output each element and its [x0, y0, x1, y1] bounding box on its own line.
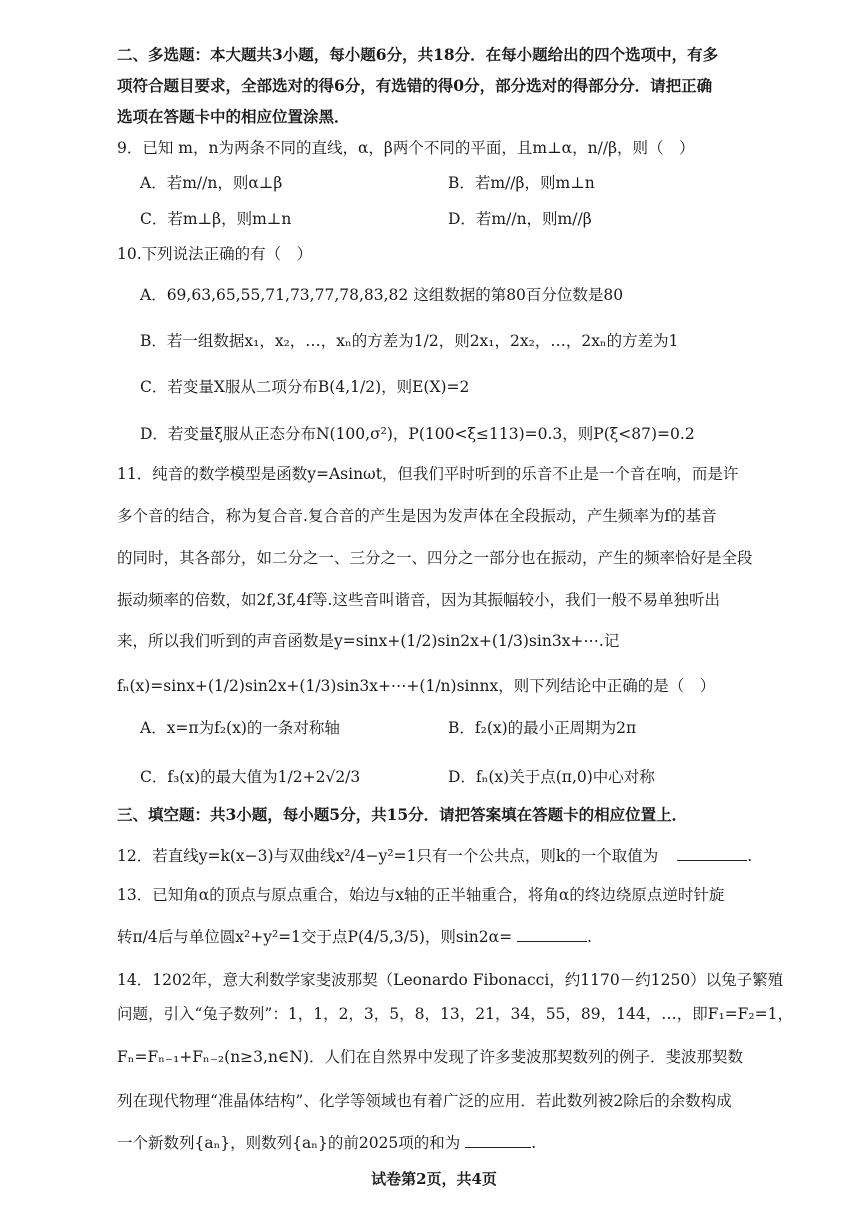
q9-option-b: B．若m//β，则m⊥n	[448, 174, 595, 192]
q14-answer-blank[interactable]	[465, 1131, 531, 1148]
q14-line1: 14．1202年，意大利数学家斐波那契（Leonardo Fibonacci，约1170－约1250）以兔子繁殖	[117, 971, 784, 989]
q9-stem: 9．已知 m，n为两条不同的直线，α，β两个不同的平面，且m⊥α，n//β，则（ ）	[117, 139, 695, 157]
q12-answer-blank[interactable]	[677, 844, 747, 861]
q14-period: .	[531, 1134, 537, 1152]
q13-line1: 13．已知角α的顶点与原点重合，始边与x轴的正半轴重合，将角α的终边绕原点逆时针旋	[117, 886, 725, 904]
q11-option-b: B．f₂(x)的最小正周期为2π	[448, 719, 637, 737]
q10-option-d: D．若变量ξ服从正态分布N(100,σ²)，P(100<ξ≤113)=0.3，则P(ξ<87)=0.2	[140, 425, 695, 443]
section2-header-line1: 二、多选题：本大题共3小题，每小题6分，共18分．在每小题给出的四个选项中，有多	[117, 45, 719, 64]
q14-question: 一个新数列{aₙ}，则数列{aₙ}的前2025项的和为	[117, 1134, 461, 1152]
q11-line3: 的同时，其各部分，如二分之一、三分之一、四分之一部分也在振动，产生的频率恰好是全段	[117, 549, 753, 567]
q10-stem: 10.下列说法正确的有（ ）	[117, 245, 313, 263]
section2-header-line2: 项符合题目要求，全部选对的得6分，有选错的得0分，部分选对的得部分分．请把正确	[117, 76, 713, 95]
section2-header-line3: 选项在答题卡中的相应位置涂黑．	[117, 107, 350, 126]
q11-option-c: C．f₃(x)的最大值为1/2+2√2/3	[140, 768, 361, 786]
q11-line1: 11．纯音的数学模型是函数y=Asinωt，但我们平时听到的乐音不止是一个音在响，而是许	[117, 465, 739, 483]
q11-option-a: A．x=π为f₂(x)的一条对称轴	[140, 719, 340, 737]
q10-option-a: A．69,63,65,55,71,73,77,78,83,82 这组数据的第80百分位数是80	[140, 286, 624, 304]
page-footer: 试卷第2页，共4页	[371, 1170, 497, 1188]
q10-option-c: C．若变量X服从二项分布B(4,1/2)，则E(X)=2	[140, 378, 470, 396]
q12-question: 12．若直线y=k(x−3)与双曲线x²/4−y²=1只有一个公共点，则k的一个取值为	[117, 847, 659, 865]
q12-text	[117, 844, 752, 867]
q10-option-b: B．若一组数据x₁，x₂，…，xₙ的方差为1/2，则2x₁，2x₂，…，2xₙ的方差为1	[140, 332, 679, 350]
q12-period: .	[747, 847, 753, 865]
q13-question: 转π/4后与单位圆x²+y²=1交于点P(4/5,3/5)，则sin2α=	[117, 928, 513, 946]
q14-line4: 列在现代物理“准晶体结构”、化学等领域也有着广泛的应用．若此数列被2除后的余数构成	[117, 1092, 732, 1110]
q9-option-c: C．若m⊥β，则m⊥n	[140, 210, 292, 228]
q11-option-d: D．fₙ(x)关于点(π,0)中心对称	[448, 768, 655, 786]
q11-line5: 来，所以我们听到的声音函数是y=sinx+(1/2)sin2x+(1/3)sin3x+⋯.记	[117, 632, 620, 650]
q11-line2: 多个音的结合，称为复合音.复合音的产生是因为发声体在全段振动，产生频率为f的基音	[117, 507, 717, 525]
q14-line5	[117, 1131, 536, 1154]
q13-answer-blank[interactable]	[517, 925, 587, 942]
q9-option-d: D．若m//n，则m//β	[448, 210, 592, 228]
section3-header: 三、填空题：共3小题，每小题5分，共15分．请把答案填在答题卡的相应位置上．	[117, 805, 688, 824]
q14-line2: 问题，引入“兔子数列”：1，1，2，3，5，8，13，21，34，55，89，144，…，即F₁=F₂=1，	[117, 1005, 793, 1023]
q9-option-a: A．若m//n，则α⊥β	[140, 174, 283, 192]
q11-line4: 振动频率的倍数，如2f,3f,4f等.这些音叫谐音，因为其振幅较小，我们一般不易单独听出	[117, 591, 720, 609]
q13-period: .	[587, 928, 592, 946]
q11-line6: fₙ(x)=sinx+(1/2)sin2x+(1/3)sin3x+⋯+(1/n)sinnx，则下列结论中正确的是（ ）	[117, 677, 716, 695]
q13-line2	[117, 925, 592, 948]
q14-line3: Fₙ=Fₙ₋₁+Fₙ₋₂(n≥3,n∈N)．人们在自然界中发现了许多斐波那契数列的例子．斐波那契数	[117, 1048, 744, 1066]
